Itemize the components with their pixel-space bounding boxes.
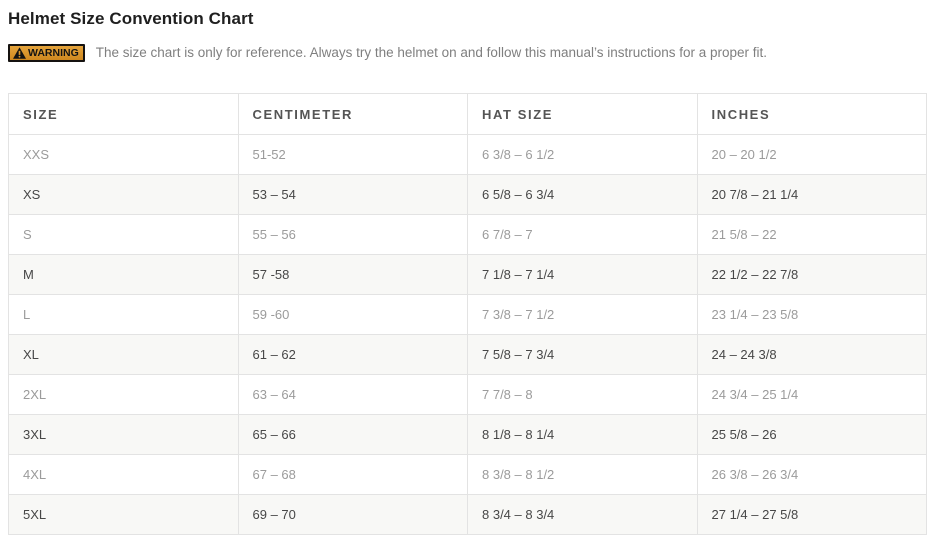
warning-banner	[8, 43, 927, 63]
table-cell: 21 5/8 – 22	[697, 215, 927, 255]
table-header-row	[9, 94, 927, 135]
table-row	[9, 335, 927, 375]
table-cell: 53 – 54	[238, 175, 468, 215]
table-cell: 26 3/8 – 26 3/4	[697, 455, 927, 495]
table-cell: 67 – 68	[238, 455, 468, 495]
table-cell: 8 1/8 – 8 1/4	[468, 415, 698, 455]
table-cell: 6 7/8 – 7	[468, 215, 698, 255]
column-header-centimeter: CENTIMETER	[238, 94, 468, 135]
warning-badge-label: WARNING	[28, 47, 79, 59]
warning-badge	[8, 44, 85, 62]
table-cell: 55 – 56	[238, 215, 468, 255]
table-cell: 7 1/8 – 7 1/4	[468, 255, 698, 295]
table-cell: 22 1/2 – 22 7/8	[697, 255, 927, 295]
table-cell: M	[9, 255, 239, 295]
column-header-hat-size: HAT SIZE	[468, 94, 698, 135]
table-cell: XS	[9, 175, 239, 215]
table-cell: 61 – 62	[238, 335, 468, 375]
warning-text: The size chart is only for reference. Always try the helmet on and follow this manual’s instructions for a proper fit.	[95, 45, 768, 60]
table-cell: 6 3/8 – 6 1/2	[468, 135, 698, 175]
column-header-inches: INCHES	[697, 94, 927, 135]
table-cell: 3XL	[9, 415, 239, 455]
size-chart-table	[8, 93, 927, 535]
column-header-size: SIZE	[9, 94, 239, 135]
table-cell: 24 – 24 3/8	[697, 335, 927, 375]
table-cell: 6 5/8 – 6 3/4	[468, 175, 698, 215]
table-cell: S	[9, 215, 239, 255]
table-cell: 7 5/8 – 7 3/4	[468, 335, 698, 375]
table-cell: 59 -60	[238, 295, 468, 335]
table-cell: 65 – 66	[238, 415, 468, 455]
warning-triangle-icon	[13, 47, 26, 59]
table-cell: 4XL	[9, 455, 239, 495]
table-cell: 8 3/4 – 8 3/4	[468, 495, 698, 535]
table-row	[9, 135, 927, 175]
table-row	[9, 495, 927, 535]
table-row	[9, 175, 927, 215]
table-cell: 8 3/8 – 8 1/2	[468, 455, 698, 495]
table-cell: 23 1/4 – 23 5/8	[697, 295, 927, 335]
table-cell: 7 7/8 – 8	[468, 375, 698, 415]
table-cell: 2XL	[9, 375, 239, 415]
table-cell: XL	[9, 335, 239, 375]
table-cell: 27 1/4 – 27 5/8	[697, 495, 927, 535]
table-cell: 25 5/8 – 26	[697, 415, 927, 455]
page-title: Helmet Size Convention Chart	[8, 9, 254, 28]
table-cell: 69 – 70	[238, 495, 468, 535]
table-cell: 24 3/4 – 25 1/4	[697, 375, 927, 415]
table-cell: 63 – 64	[238, 375, 468, 415]
table-cell: 5XL	[9, 495, 239, 535]
table-body	[9, 135, 927, 535]
table-row	[9, 415, 927, 455]
table-row	[9, 255, 927, 295]
table-row	[9, 375, 927, 415]
table-cell: L	[9, 295, 239, 335]
table-cell: 20 – 20 1/2	[697, 135, 927, 175]
table-cell: 57 -58	[238, 255, 468, 295]
table-row	[9, 295, 927, 335]
table-cell: 20 7/8 – 21 1/4	[697, 175, 927, 215]
table-cell: 7 3/8 – 7 1/2	[468, 295, 698, 335]
table-row	[9, 455, 927, 495]
table-cell: 51-52	[238, 135, 468, 175]
table-cell: XXS	[9, 135, 239, 175]
table-row	[9, 215, 927, 255]
